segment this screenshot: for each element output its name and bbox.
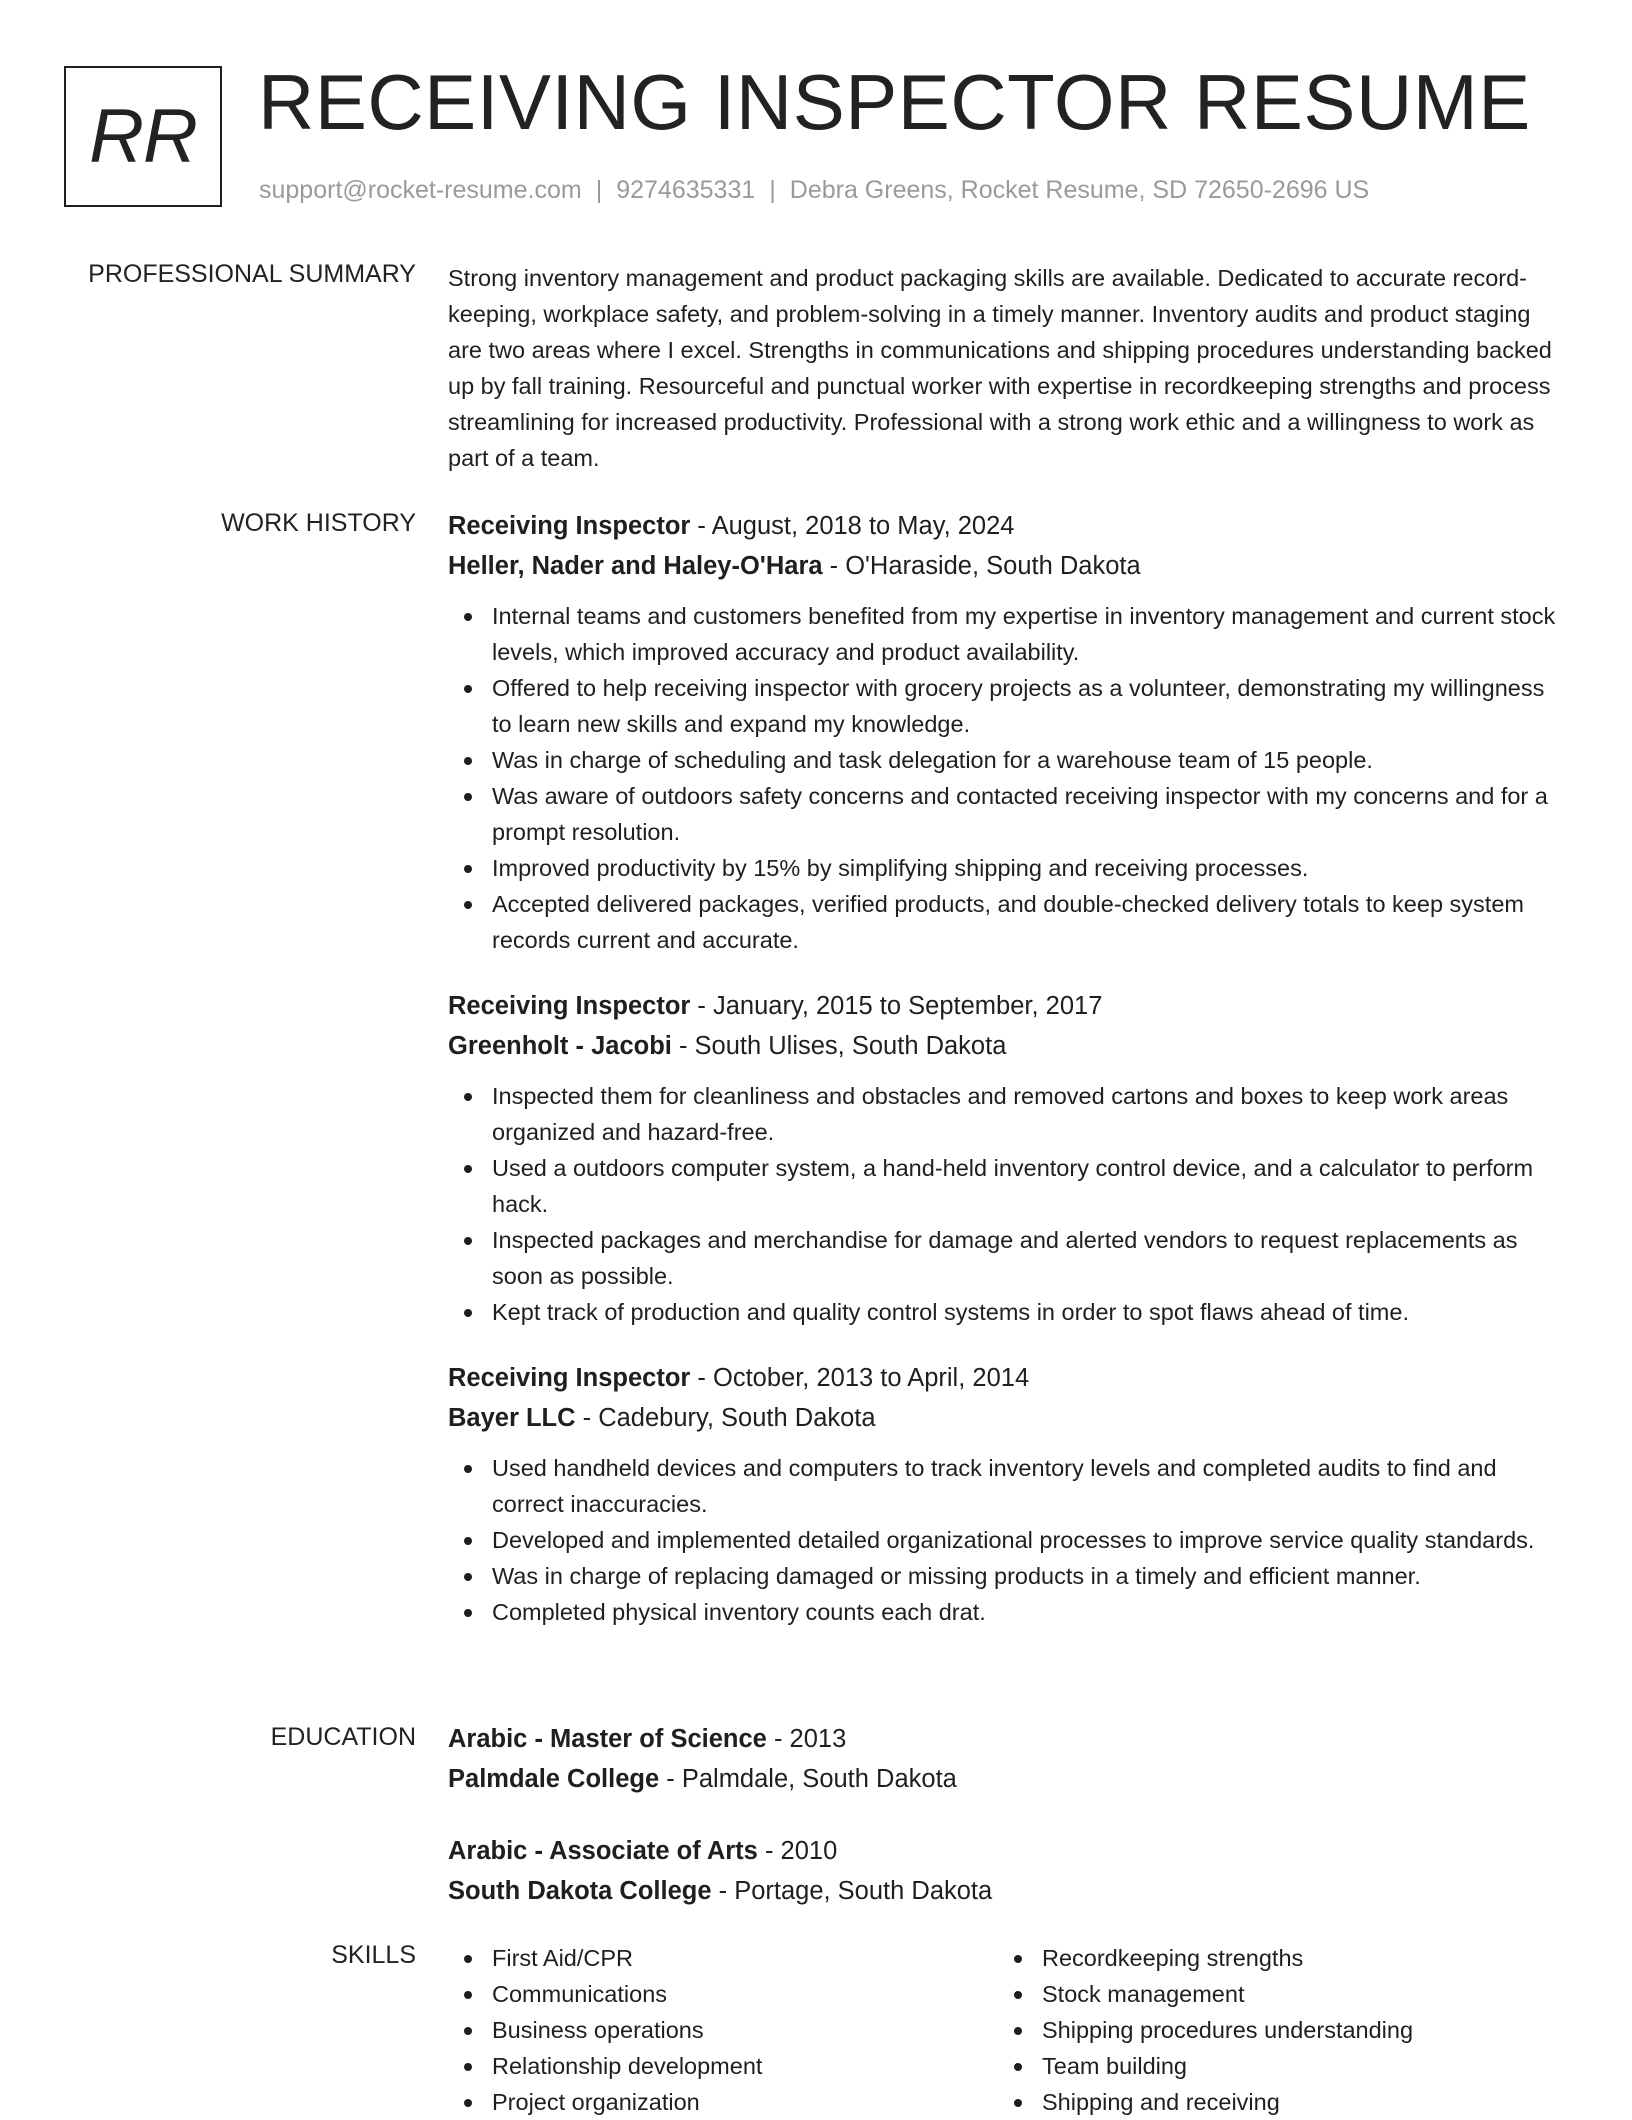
contact-phone[interactable]: 9274635331 [616, 176, 756, 204]
contact-email[interactable]: support@rocket-resume.com [259, 176, 582, 204]
education-degree: Arabic - Associate of Arts [448, 1837, 758, 1865]
job-dates: - October, 2013 to April, 2014 [690, 1364, 1030, 1392]
contact-address: Debra Greens, Rocket Resume, SD 72650-2696 US [789, 176, 1370, 204]
skills-list-left [448, 1940, 998, 2120]
job-bullet: Completed physical inventory counts each drat. [448, 1594, 1570, 1630]
resume-title: RECEIVING INSPECTOR RESUME [258, 58, 1531, 146]
job-bullet: Offered to help receiving inspector with grocery projects as a volunteer, demonstrating my willingness to learn new skills and expand my knowledge. [448, 670, 1570, 742]
education-degree-line [448, 1831, 1570, 1871]
education-year: - 2013 [766, 1725, 847, 1753]
contact-line [259, 176, 1369, 205]
job-location: - South Ulises, South Dakota [671, 1032, 1007, 1060]
education-school: South Dakota College [448, 1877, 712, 1905]
job-location: - O'Haraside, South Dakota [822, 552, 1141, 580]
job-title: Receiving Inspector [448, 1364, 691, 1392]
job-bullet: Developed and implemented detailed organizational processes to improve service quality standards. [448, 1522, 1570, 1558]
skill-item: Communications [448, 1976, 998, 2012]
job-bullet: Used handheld devices and computers to track inventory levels and completed audits to find and correct inaccuracies. [448, 1450, 1570, 1522]
summary-text: Strong inventory management and product packaging skills are available. Dedicated to accurate record-keeping, workplace safety, and problem-solving in a timely manner. Inventory audits and product staging are two areas where I excel. Strengths in communications and shipping procedures understanding backed up by fall training. Resourceful and punctual worker with expertise in recordkeeping strengths and process streamlining for increased productivity. Professional with a strong work ethic and a willingness to work as part of a team. [448, 265, 1552, 471]
skill-item: Project organization [448, 2084, 998, 2120]
skills-label: SKILLS [331, 1941, 416, 1969]
education-entry [448, 1719, 1570, 1799]
skills-section [448, 1940, 1570, 2120]
education-school-line [448, 1871, 1570, 1911]
education-year: - 2010 [757, 1837, 838, 1865]
job-entry [448, 986, 1570, 1330]
job-dates: - August, 2018 to May, 2024 [690, 512, 1015, 540]
work-history-section [448, 506, 1570, 1658]
education-section [448, 1719, 1570, 1943]
skill-item: Stock management [998, 1976, 1548, 2012]
job-bullet: Kept track of production and quality control systems in order to spot flaws ahead of time. [448, 1294, 1570, 1330]
skill-item: Shipping and receiving [998, 2084, 1548, 2120]
job-bullet: Was in charge of scheduling and task delegation for a warehouse team of 15 people. [448, 742, 1570, 778]
job-company: Greenholt - Jacobi [448, 1032, 672, 1060]
job-company-line [448, 1026, 1570, 1066]
job-bullets [448, 1078, 1570, 1330]
education-degree: Arabic - Master of Science [448, 1725, 767, 1753]
job-bullet: Improved productivity by 15% by simplifying shipping and receiving processes. [448, 850, 1570, 886]
skill-item: Shipping procedures understanding [998, 2012, 1548, 2048]
job-title-line [448, 986, 1570, 1026]
job-bullet: Inspected packages and merchandise for damage and alerted vendors to request replacements as soon as possible. [448, 1222, 1570, 1294]
job-bullet: Accepted delivered packages, verified products, and double-checked delivery totals to keep system records current and accurate. [448, 886, 1570, 958]
summary-section [448, 260, 1570, 476]
job-bullets [448, 598, 1570, 958]
contact-separator: | [769, 176, 776, 204]
job-bullet: Was in charge of replacing damaged or missing products in a timely and efficient manner. [448, 1558, 1570, 1594]
monogram-logo: RR [64, 66, 222, 207]
education-label: EDUCATION [270, 1723, 416, 1751]
job-company-line [448, 1398, 1570, 1438]
education-degree-line [448, 1719, 1570, 1759]
skill-item: First Aid/CPR [448, 1940, 998, 1976]
education-school: Palmdale College [448, 1765, 660, 1793]
skill-item: Relationship development [448, 2048, 998, 2084]
job-bullet: Internal teams and customers benefited from my expertise in inventory management and current stock levels, which improved accuracy and product availability. [448, 598, 1570, 670]
skills-list-right [998, 1940, 1548, 2120]
summary-label: PROFESSIONAL SUMMARY [88, 260, 416, 288]
contact-separator: | [595, 176, 603, 204]
job-title: Receiving Inspector [448, 992, 691, 1020]
job-title-line [448, 1358, 1570, 1398]
skill-item: Team building [998, 2048, 1548, 2084]
job-location: - Cadebury, South Dakota [575, 1404, 876, 1432]
job-title-line [448, 506, 1570, 546]
skill-item: Business operations [448, 2012, 998, 2048]
job-company: Bayer LLC [448, 1404, 576, 1432]
education-location: - Portage, South Dakota [711, 1877, 993, 1905]
job-company: Heller, Nader and Haley-O'Hara [448, 552, 823, 580]
job-bullet: Was aware of outdoors safety concerns and contacted receiving inspector with my concerns and for a prompt resolution. [448, 778, 1570, 850]
job-company-line [448, 546, 1570, 586]
education-school-line [448, 1759, 1570, 1799]
job-bullet: Inspected them for cleanliness and obstacles and removed cartons and boxes to keep work areas organized and hazard-free. [448, 1078, 1570, 1150]
work-history-label: WORK HISTORY [221, 509, 416, 537]
job-dates: - January, 2015 to September, 2017 [690, 992, 1103, 1020]
job-title: Receiving Inspector [448, 512, 691, 540]
job-bullets [448, 1450, 1570, 1630]
job-entry [448, 506, 1570, 958]
education-entry [448, 1831, 1570, 1911]
job-bullet: Used a outdoors computer system, a hand-held inventory control device, and a calculator to perform hack. [448, 1150, 1570, 1222]
job-entry [448, 1358, 1570, 1630]
skill-item: Recordkeeping strengths [998, 1940, 1548, 1976]
education-location: - Palmdale, South Dakota [659, 1765, 957, 1793]
